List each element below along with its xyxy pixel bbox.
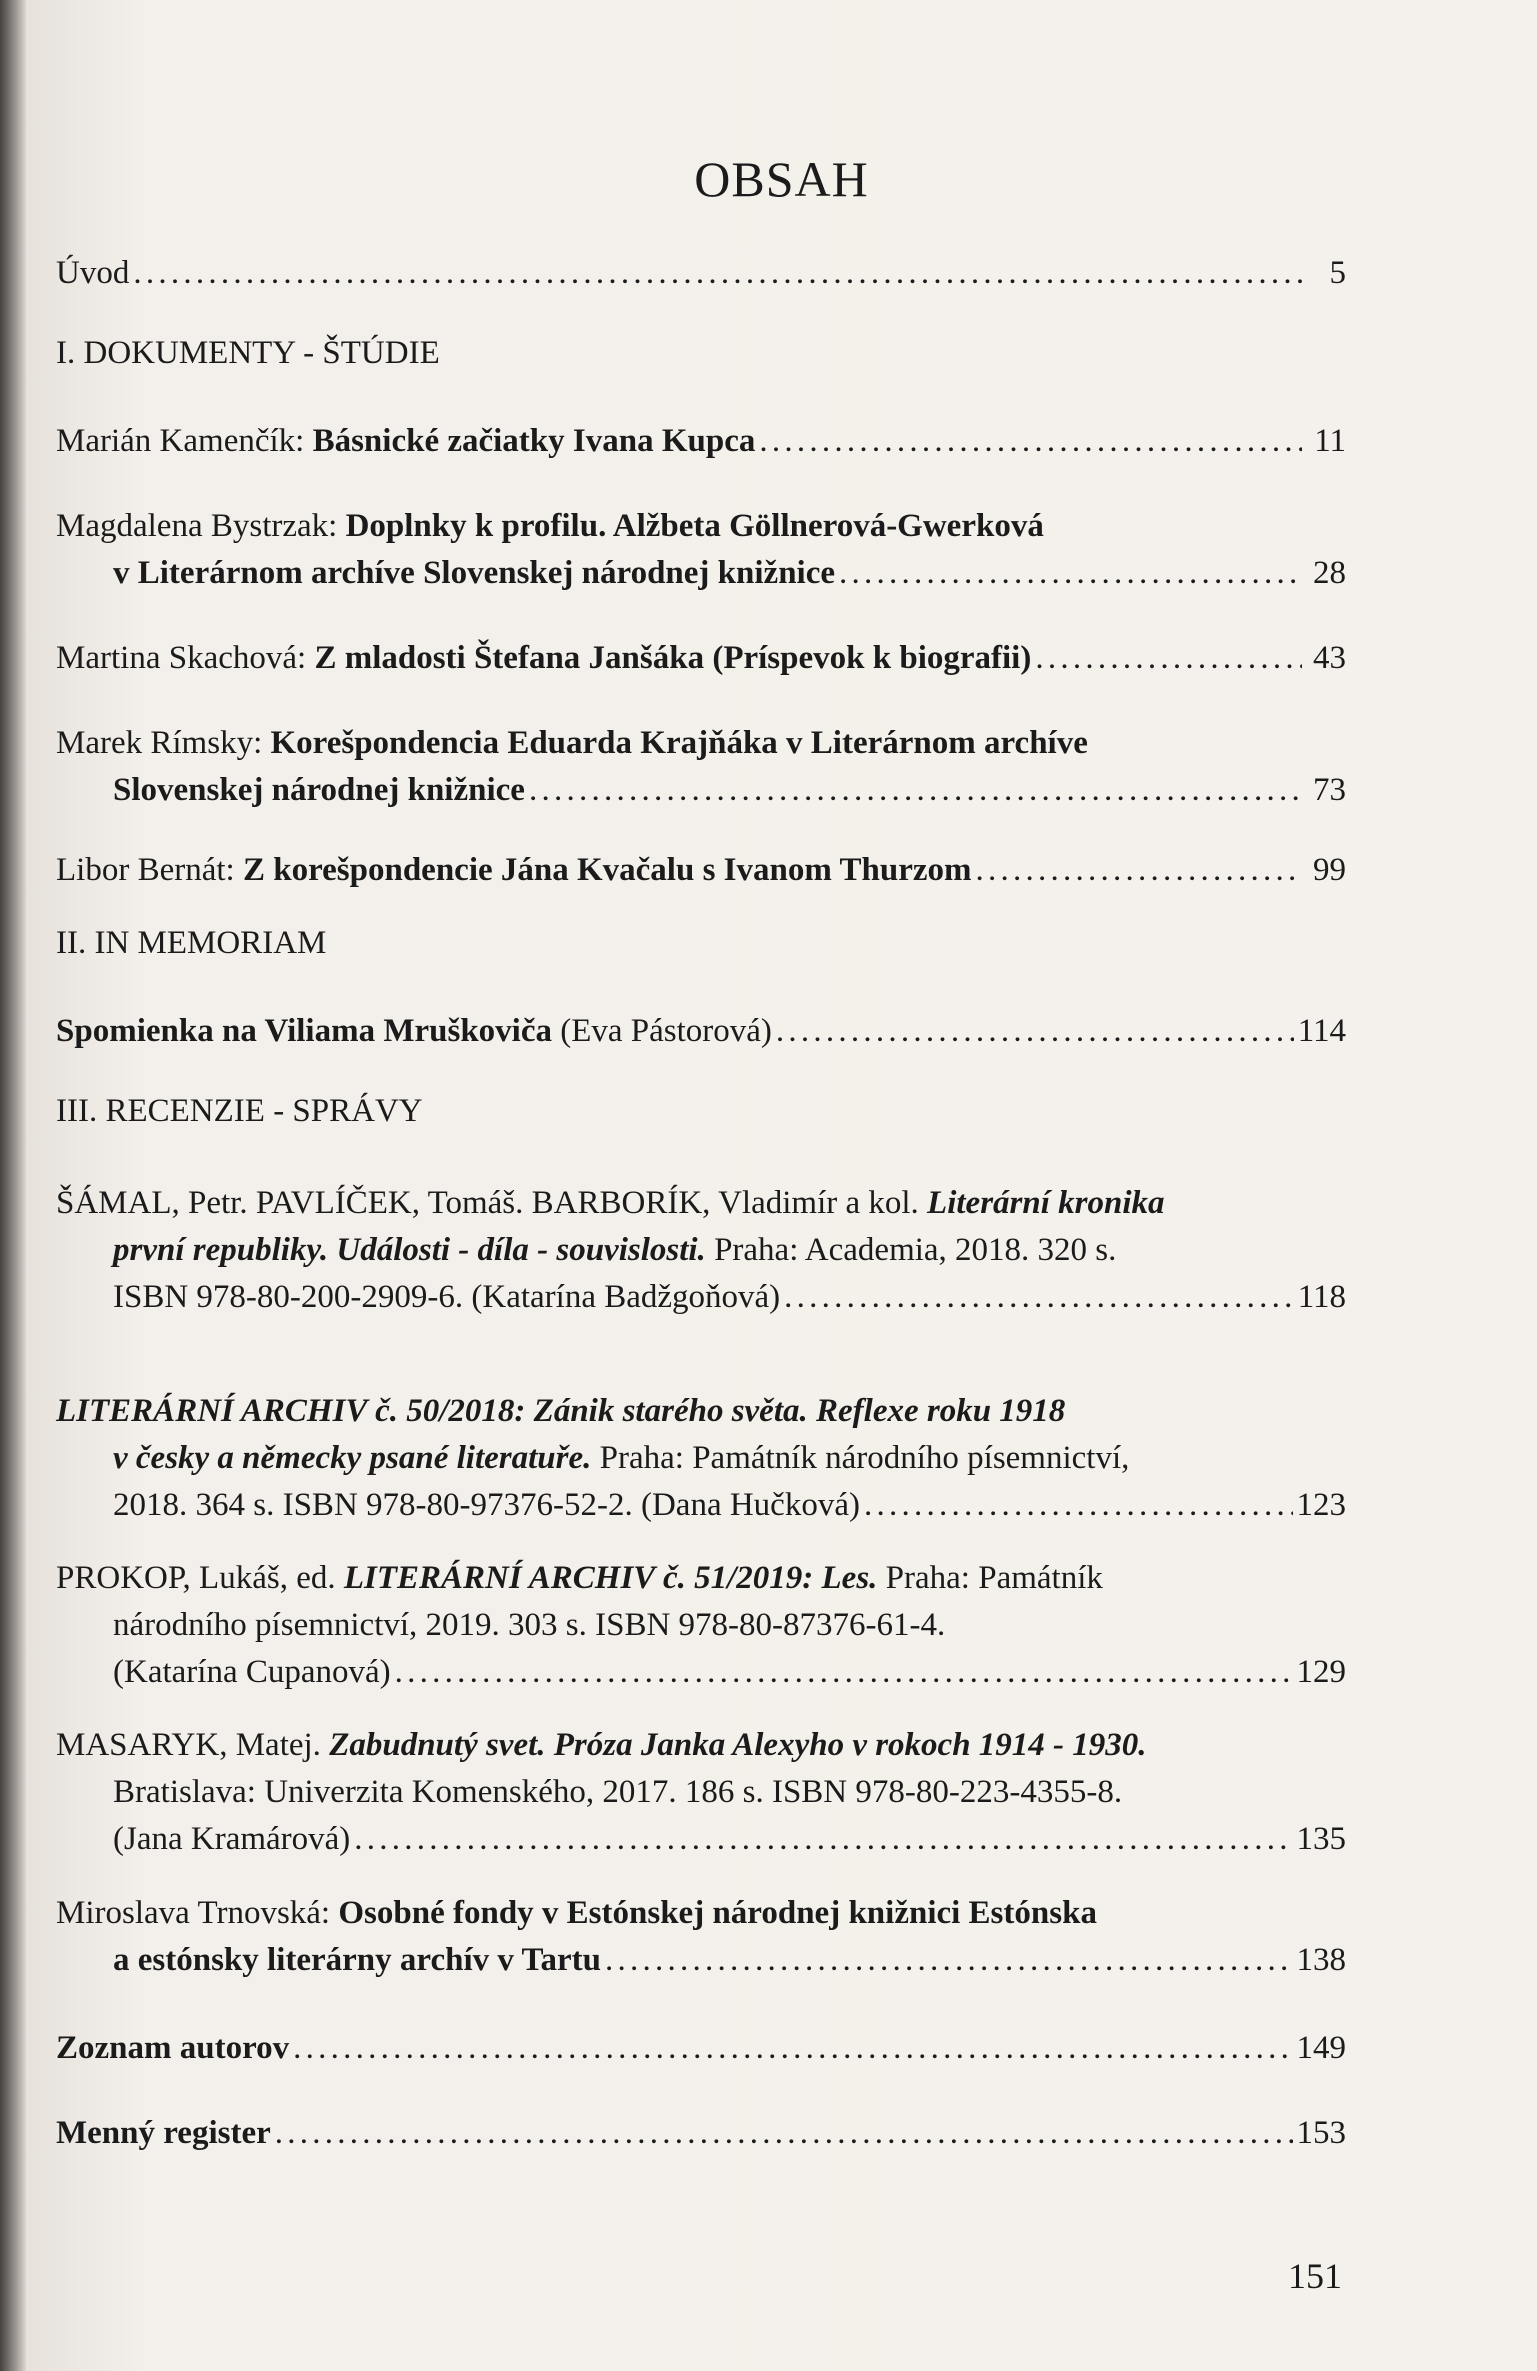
toc-entry: [56, 1890, 1346, 1984]
toc-entry-uvod: [56, 250, 1346, 297]
entry-author: Miroslava Trnovská:: [56, 1895, 339, 1931]
entry-title-cont: první republiky. Události - díla - souvislosti.: [113, 1232, 706, 1268]
entry-isbn: národního písemnictví, 2019. 303 s. ISBN 978-80-87376-61-4.: [113, 1607, 946, 1643]
entry-title-cont: Slovenskej národnej knižnice: [113, 772, 525, 808]
page-ref: 149: [1296, 2030, 1346, 2066]
entry-publication: Praha: Academia, 2018. 320 s.: [705, 1232, 1117, 1268]
entry-title: Z mladosti Štefana Janšáka (Príspevok k biografii): [314, 640, 1032, 676]
entry-title: Zabudnutý svet. Próza Janka Alexyho v rokoch 1914 - 1930.: [329, 1727, 1147, 1763]
page-ref: 5: [1329, 255, 1346, 291]
entry-publication: Praha: Památník: [877, 1560, 1103, 1596]
entry-reviewer: (Jana Kramárová): [113, 1821, 351, 1857]
page-ref: 138: [1296, 1942, 1346, 1978]
entry-publication: Praha: Památník národního písemnictví,: [591, 1440, 1130, 1476]
entry-author: ŠÁMAL, Petr. PAVLÍČEK, Tomáš. BARBORÍK, Vladimír a kol.: [56, 1185, 928, 1221]
entry-title: Korešpondencia Eduarda Krajňáka v Literárnom archíve: [270, 725, 1088, 761]
entry-author: Martina Skachová:: [56, 640, 315, 676]
toc-entry: [56, 635, 1346, 682]
entry-author: (Eva Pástorová): [551, 1013, 772, 1049]
leader-dots: [839, 550, 1302, 597]
entry-author: Magdalena Bystrzak:: [56, 508, 346, 544]
entry-author: Libor Bernát:: [56, 852, 243, 888]
leader-dots: [354, 1816, 1292, 1863]
entry-isbn: ISBN 978-80-200-2909-6. (Katarína Badžgoňová): [113, 1279, 781, 1315]
leader-dots: [1035, 635, 1302, 682]
leader-dots: [275, 2110, 1293, 2157]
toc-entry-register: [56, 2110, 1346, 2157]
entry-isbn: 2018. 364 s. ISBN 978-80-97376-52-2. (Dana Hučková): [113, 1487, 860, 1523]
entry-publication: Bratislava: Univerzita Komenského, 2017. 186 s. ISBN 978-80-223-4355-8.: [113, 1774, 1123, 1810]
entry-title: Menný register: [56, 2115, 271, 2151]
entry-author: MASARYK, Matej.: [56, 1727, 330, 1763]
page-ref: 135: [1296, 1821, 1346, 1857]
toc-entry: [56, 720, 1346, 814]
toc-entry: [56, 1555, 1346, 1696]
leader-dots: [776, 1008, 1294, 1055]
entry-reviewer: (Katarína Cupanová): [113, 1654, 391, 1690]
entry-author: PROKOP, Lukáš, ed.: [56, 1560, 344, 1596]
toc-entry: [56, 1388, 1346, 1529]
page-ref: 43: [1313, 640, 1346, 676]
page-ref: 99: [1313, 852, 1346, 888]
toc-entry: [56, 1180, 1346, 1321]
entry-title: Literární kronika: [927, 1185, 1165, 1221]
toc-entry-authors: [56, 2025, 1346, 2072]
entry-title: Básnické začiatky Ivana Kupca: [312, 423, 756, 459]
leader-dots: [293, 2025, 1292, 2072]
entry-title: LITERÁRNÍ ARCHIV č. 50/2018: Zánik starého světa. Reflexe roku 1918: [56, 1393, 1066, 1429]
page-ref: 28: [1313, 555, 1346, 591]
entry-title: Doplnky k profilu. Alžbeta Göllnerová-Gwerková: [345, 508, 1044, 544]
page-number: 151: [1288, 2256, 1342, 2296]
entry-title: Osobné fondy v Estónskej národnej knižnici Estónska: [338, 1895, 1097, 1931]
toc-entry: [56, 418, 1346, 465]
leader-dots: [605, 1937, 1293, 1984]
leader-dots: [395, 1649, 1293, 1696]
page-ref: 123: [1296, 1487, 1346, 1523]
page-title: OBSAH: [694, 151, 869, 207]
entry-title-cont: v česky a německy psané literatuře.: [113, 1440, 592, 1476]
entry-title-cont: a estónsky literárny archív v Tartu: [113, 1942, 601, 1978]
toc-entry: [56, 1722, 1346, 1863]
entry-title: Zoznam autorov: [56, 2030, 290, 2066]
page-ref: 153: [1296, 2115, 1346, 2151]
toc-entry: [56, 847, 1346, 894]
page-ref: 129: [1296, 1654, 1346, 1690]
leader-dots: [784, 1274, 1294, 1321]
leader-dots: [133, 250, 1302, 297]
section-heading-1: I. DOKUMENTY - ŠTÚDIE: [56, 335, 440, 371]
section-heading-2: II. IN MEMORIAM: [56, 925, 327, 961]
page-ref: 11: [1314, 423, 1346, 459]
entry-title: LITERÁRNÍ ARCHIV č. 51/2019: Les.: [343, 1560, 878, 1596]
leader-dots: [529, 767, 1302, 814]
section-heading-3: III. RECENZIE - SPRÁVY: [56, 1093, 423, 1129]
entry-title: Spomienka na Viliama Mruškoviča: [56, 1013, 552, 1049]
entry-title-cont: v Literárnom archíve Slovenskej národnej knižnice: [113, 555, 836, 591]
leader-dots: [976, 847, 1303, 894]
page-ref: 114: [1297, 1013, 1346, 1049]
toc-entry: [56, 1008, 1346, 1055]
toc-entry: [56, 503, 1346, 597]
leader-dots: [864, 1482, 1293, 1529]
entry-author: Marek Rímsky:: [56, 725, 271, 761]
book-page: [26, 0, 1537, 2371]
page-ref: 73: [1313, 772, 1346, 808]
leader-dots: [759, 418, 1302, 465]
entry-title: Z korešpondencie Jána Kvačalu s Ivanom Thurzom: [242, 852, 972, 888]
entry-title: Úvod: [56, 255, 130, 291]
page-ref: 118: [1297, 1279, 1346, 1315]
entry-author: Marián Kamenčík:: [56, 423, 313, 459]
book-binding-shadow: [0, 0, 26, 2371]
